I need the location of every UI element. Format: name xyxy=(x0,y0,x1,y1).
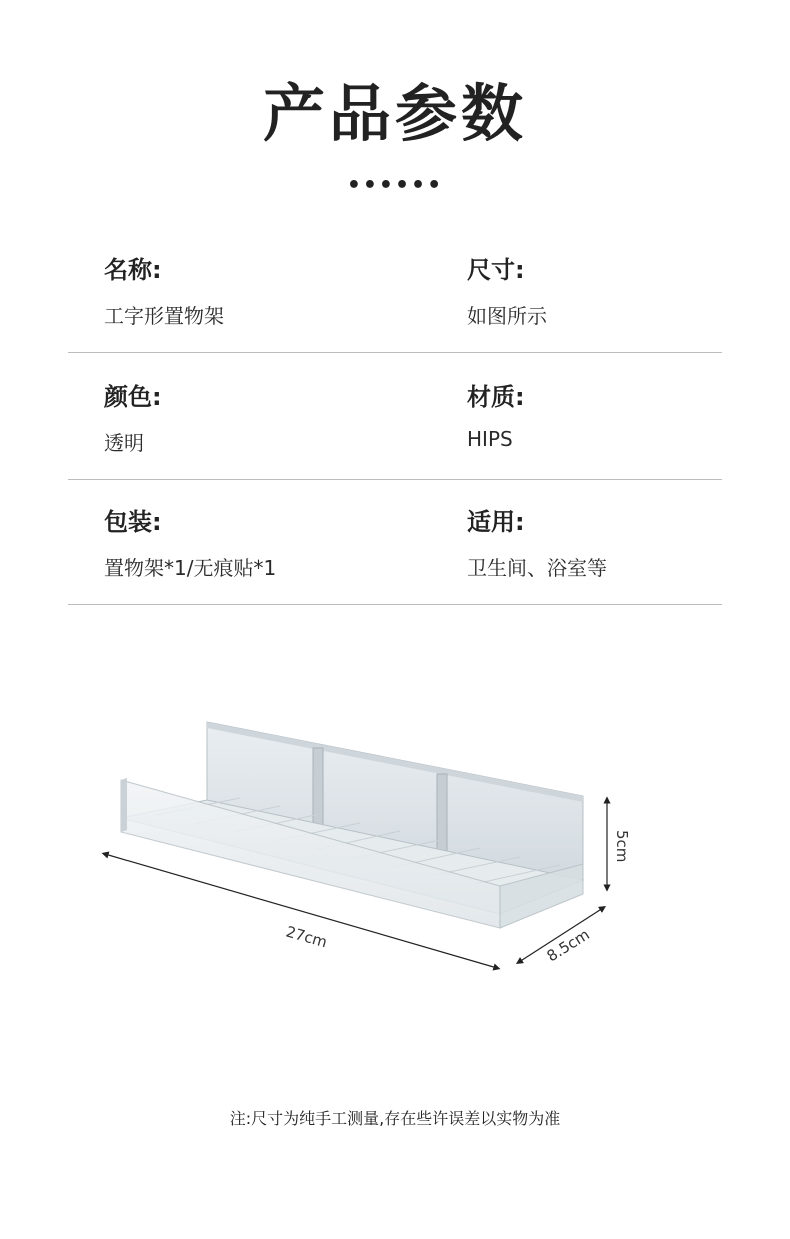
spec-row-2 xyxy=(68,353,722,480)
spec-value: HIPS xyxy=(467,427,513,451)
height-dimension xyxy=(607,800,631,888)
page-title: 产品参数 xyxy=(262,77,527,150)
measurement-note: 注:尺寸为纯手工测量,存在些许误差以实物为准 xyxy=(229,1109,561,1128)
width-label: 8.5cm xyxy=(543,925,593,966)
spec-row-3 xyxy=(68,478,722,605)
product-diagram xyxy=(95,690,655,990)
spec-value: 卫生间、浴室等 xyxy=(467,556,607,580)
spec-value: 透明 xyxy=(104,431,144,455)
spec-label: 材质: xyxy=(467,383,525,411)
decorative-dots: •••••• xyxy=(346,173,444,198)
spec-label: 包装: xyxy=(104,508,162,536)
spec-value: 工字形置物架 xyxy=(104,304,224,328)
spec-row-1 xyxy=(68,226,722,353)
spec-value: 置物架*1/无痕贴*1 xyxy=(104,556,277,580)
spec-label: 尺寸: xyxy=(467,256,525,284)
length-label: 27cm xyxy=(283,922,330,952)
height-label: 5cm xyxy=(613,830,631,863)
spec-value: 如图所示 xyxy=(467,304,547,328)
spec-label: 适用: xyxy=(467,508,525,536)
width-dimension xyxy=(519,908,603,965)
spec-label: 名称: xyxy=(104,256,162,284)
spec-label: 颜色: xyxy=(104,383,162,411)
